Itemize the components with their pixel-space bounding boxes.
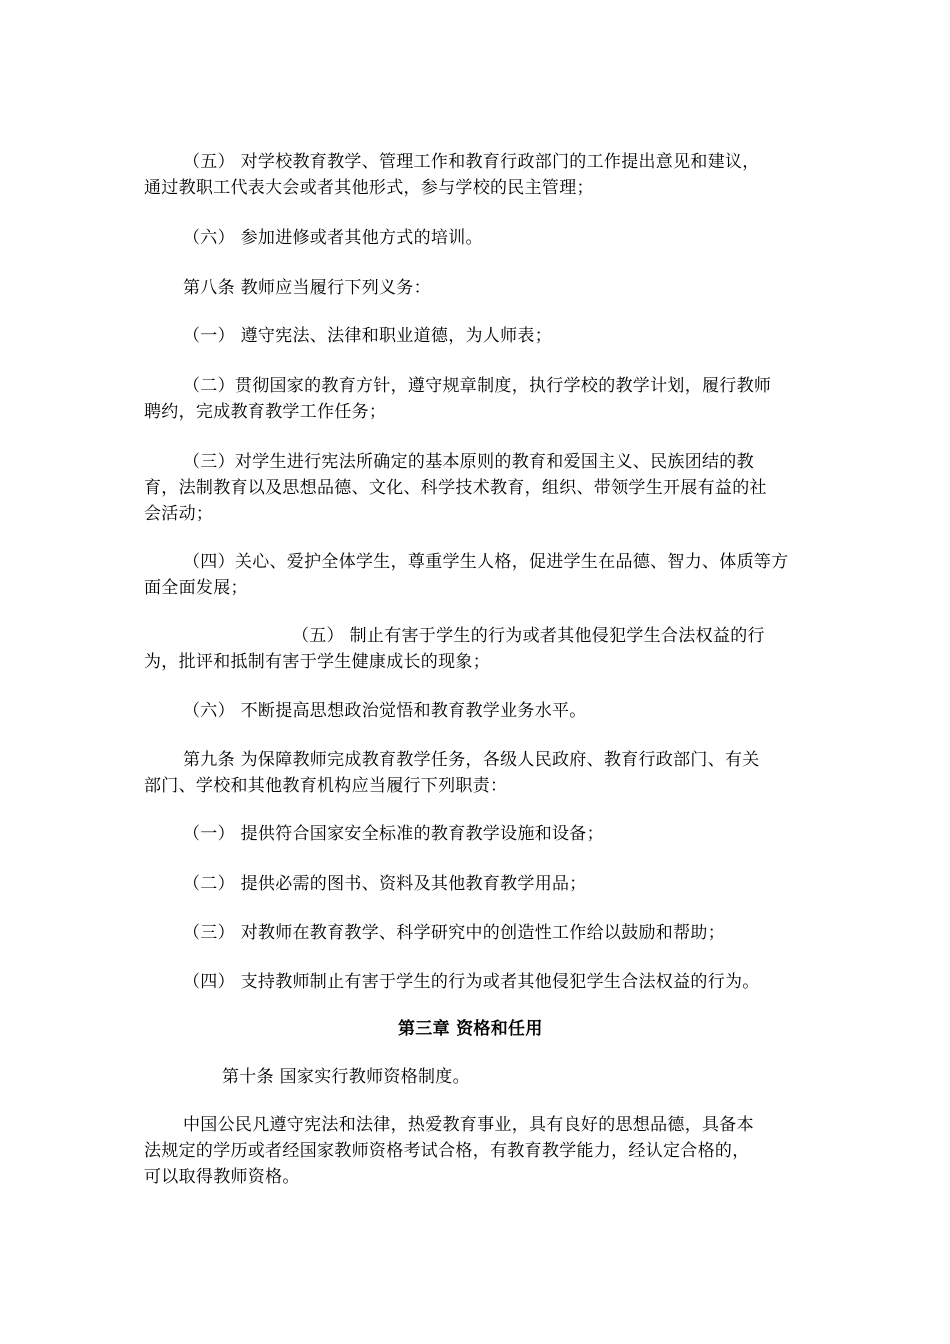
paragraph-line: 聘约，完成教育教学工作任务；: [144, 402, 387, 422]
chapter-heading: 第三章 资格和任用: [398, 1019, 543, 1039]
paragraph-line: （五） 制止有害于学生的行为或者其他侵犯学生合法权益的行: [292, 626, 765, 646]
article-heading: 第十条 国家实行教师资格制度。: [222, 1067, 470, 1087]
paragraph-line: 为，批评和抵制有害于学生健康成长的现象；: [144, 652, 490, 672]
article-heading: 第九条 为保障教师完成教育教学任务，各级人民政府、教育行政部门、有关: [183, 750, 760, 770]
paragraph-line: （四）关心、爱护全体学生，尊重学生人格，促进学生在品德、智力、体质等方: [183, 552, 789, 572]
paragraph-line: （五） 对学校教育教学、管理工作和教育行政部门的工作提出意见和建议，: [183, 152, 760, 172]
paragraph-line: 面全面发展；: [144, 578, 248, 598]
paragraph-line: （三）对学生进行宪法所确定的基本原则的教育和爱国主义、民族团结的教: [183, 452, 754, 472]
article-heading: 第八条 教师应当履行下列义务：: [183, 278, 431, 298]
paragraph-line: 通过教职工代表大会或者其他形式，参与学校的民主管理；: [144, 178, 594, 198]
paragraph-line: 部门、学校和其他教育机构应当履行下列职责：: [144, 776, 508, 796]
paragraph-line: （四） 支持教师制止有害于学生的行为或者其他侵犯学生合法权益的行为。: [183, 972, 760, 992]
paragraph-line: 育，法制教育以及思想品德、文化、科学技术教育，组织、带领学生开展有益的社: [144, 478, 767, 498]
paragraph-line: （二）贯彻国家的教育方针，遵守规章制度，执行学校的教学计划，履行教师: [183, 376, 772, 396]
paragraph-line: 法规定的学历或者经国家教师资格考试合格，有教育教学能力，经认定合格的，: [144, 1141, 750, 1161]
paragraph-line: 中国公民凡遵守宪法和法律，热爱教育事业，具有良好的思想品德，具备本: [183, 1115, 754, 1135]
paragraph-line: （六） 不断提高思想政治觉悟和教育教学业务水平。: [183, 701, 587, 721]
paragraph-line: （三） 对教师在教育教学、科学研究中的创造性工作给以鼓励和帮助；: [183, 923, 726, 943]
paragraph-line: 可以取得教师资格。: [144, 1167, 300, 1187]
paragraph-line: （一） 提供符合国家安全标准的教育教学设施和设备；: [183, 824, 604, 844]
paragraph-line: （六） 参加进修或者其他方式的培训。: [183, 228, 483, 248]
paragraph-line: （一） 遵守宪法、法律和职业道德，为人师表；: [183, 326, 553, 346]
paragraph-line: （二） 提供必需的图书、资料及其他教育教学用品；: [183, 874, 587, 894]
paragraph-line: 会活动；: [144, 504, 214, 524]
